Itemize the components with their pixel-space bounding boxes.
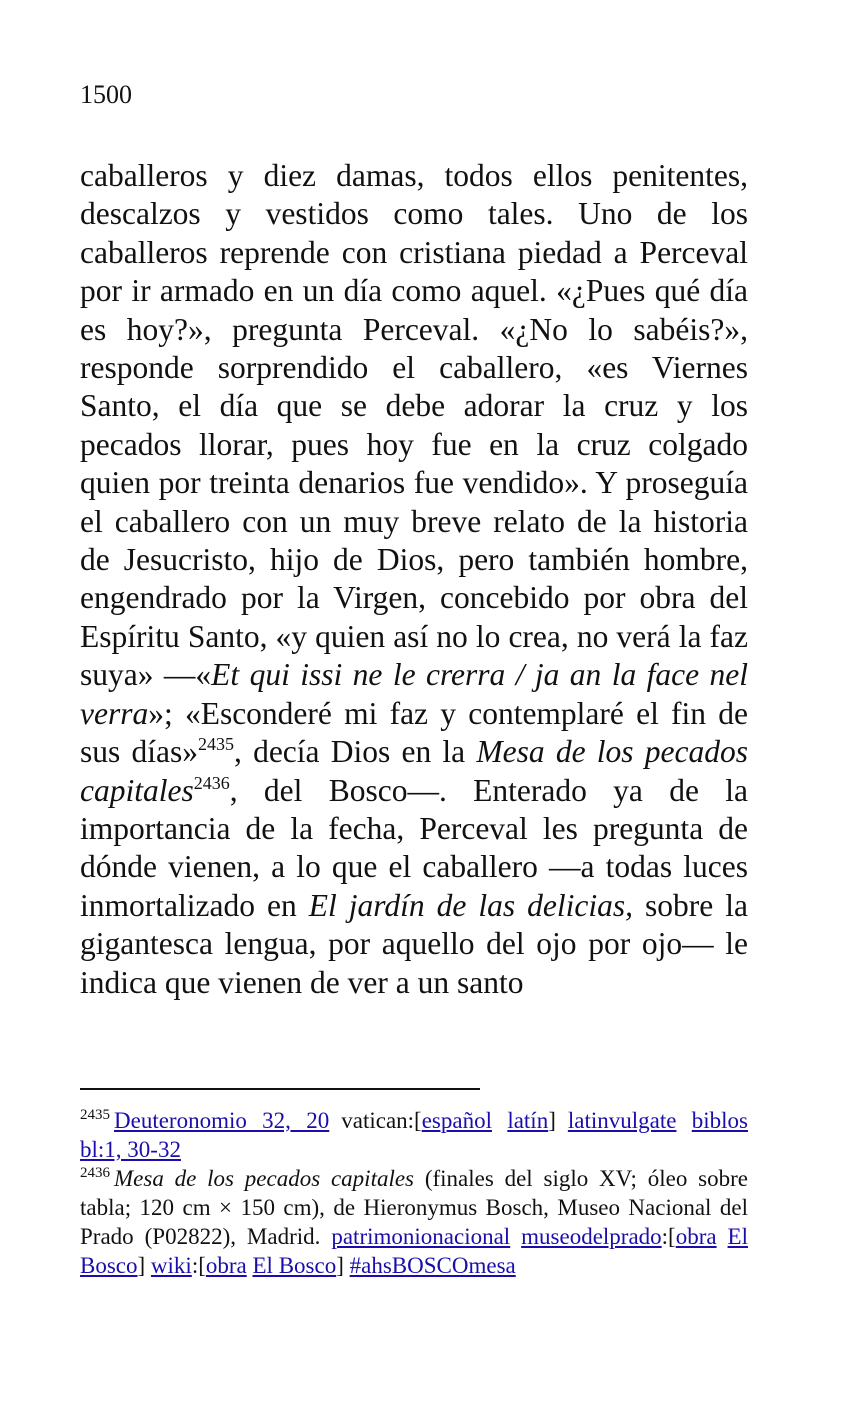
footnote-2436 — [80, 1164, 748, 1280]
link-deuteronomio[interactable]: Deuteronomio 32, 20 — [114, 1108, 330, 1133]
link-museodelprado[interactable]: museodelprado — [521, 1224, 662, 1249]
link-obra-wiki[interactable]: obra — [205, 1253, 247, 1278]
link-el-bosco-wiki[interactable]: El Bosco — [252, 1253, 337, 1278]
link-biblos[interactable]: biblos — [691, 1108, 749, 1133]
link-espanol[interactable]: español — [421, 1108, 492, 1133]
body-text-1: caballeros y diez damas, todos ellos penitentes, descalzos y vestidos como tales. Uno de los caballeros reprende con cristiana piedad a Perceval por ir armado en un día como aquel. «¿Pues qué día es hoy?», pregunta Perceval. «¿No lo sabéis?», responde sorprendido el caballero, «es Viernes Santo, el día que se debe adorar la cruz y los pecados llorar, pues hoy fue en la cruz colgado quien por treinta denarios fue vendido». Y proseguía el caballero con un muy breve relato de la historia de Jesucristo, hijo de Dios, pero también hombre, engendrado por la Virgen, concebido por obra del Espíritu Santo, «y quien así no lo crea, no verá la faz suya» —« — [80, 158, 748, 693]
close-bracket: ] — [137, 1253, 146, 1278]
footnote-text: (finales del siglo XV; óleo sobre tabla; 120 cm × 150 cm), de Hieronymus Bosch, Museo Nacional del Prado (P02822), Madrid. — [80, 1166, 748, 1249]
footnote-separator — [80, 1088, 480, 1090]
link-ahsboscomesa[interactable]: #ahsBOSCOmesa — [349, 1253, 516, 1278]
footnote-2435 — [80, 1106, 748, 1164]
footnote-ref-2435: 2435 — [197, 734, 234, 755]
footnote-painting-title: Mesa de los pecados capitales — [114, 1166, 415, 1191]
page-number: 1500 — [80, 80, 132, 109]
old-french-quote: Et qui issi ne le crerra / ja an la face nel verra — [80, 657, 748, 731]
footnote-number: 2436 — [80, 1165, 110, 1181]
body-text-2: »; «Esconderé mi faz y contemplaré el fin de sus días» — [80, 695, 748, 770]
vatican-label: vatican:[ — [341, 1108, 422, 1133]
footnotes — [80, 1106, 748, 1280]
colon-bracket: :[ — [661, 1224, 676, 1249]
link-el-bosco-prado[interactable]: El Bosco — [80, 1224, 748, 1278]
close-bracket: ] — [336, 1253, 344, 1278]
close-bracket: ] — [548, 1108, 556, 1133]
link-wiki[interactable]: wiki — [150, 1253, 192, 1278]
link-patrimonionacional[interactable]: patrimonionacional — [331, 1224, 511, 1249]
body-text-3: , decía Dios en la — [233, 734, 477, 770]
link-obra-prado[interactable]: obra — [675, 1224, 717, 1249]
painting-title: Mesa de los pecados capitales — [80, 734, 748, 808]
garden-title: El jardín de las delicias, — [308, 887, 633, 923]
footnote-ref-2436: 2436 — [193, 772, 230, 793]
link-latin[interactable]: latín — [507, 1108, 549, 1133]
body-paragraph — [80, 157, 748, 1002]
link-bl[interactable]: bl:1, 30-32 — [80, 1137, 181, 1162]
body-text-5: sobre la gigantesca lengua, por aquello del ojo por ojo— le indica que vienen de ver a un santo — [80, 887, 748, 1000]
body-text-4: , del Bosco—. Enterado ya de la importancia de la fecha, Perceval les pregunta de dónde vienen, a lo que el caballero —a todas luces inmortalizado en — [80, 772, 748, 923]
link-latinvulgate[interactable]: latinvulgate — [567, 1108, 677, 1133]
colon-bracket: :[ — [191, 1253, 206, 1278]
footnote-number: 2435 — [80, 1107, 110, 1123]
